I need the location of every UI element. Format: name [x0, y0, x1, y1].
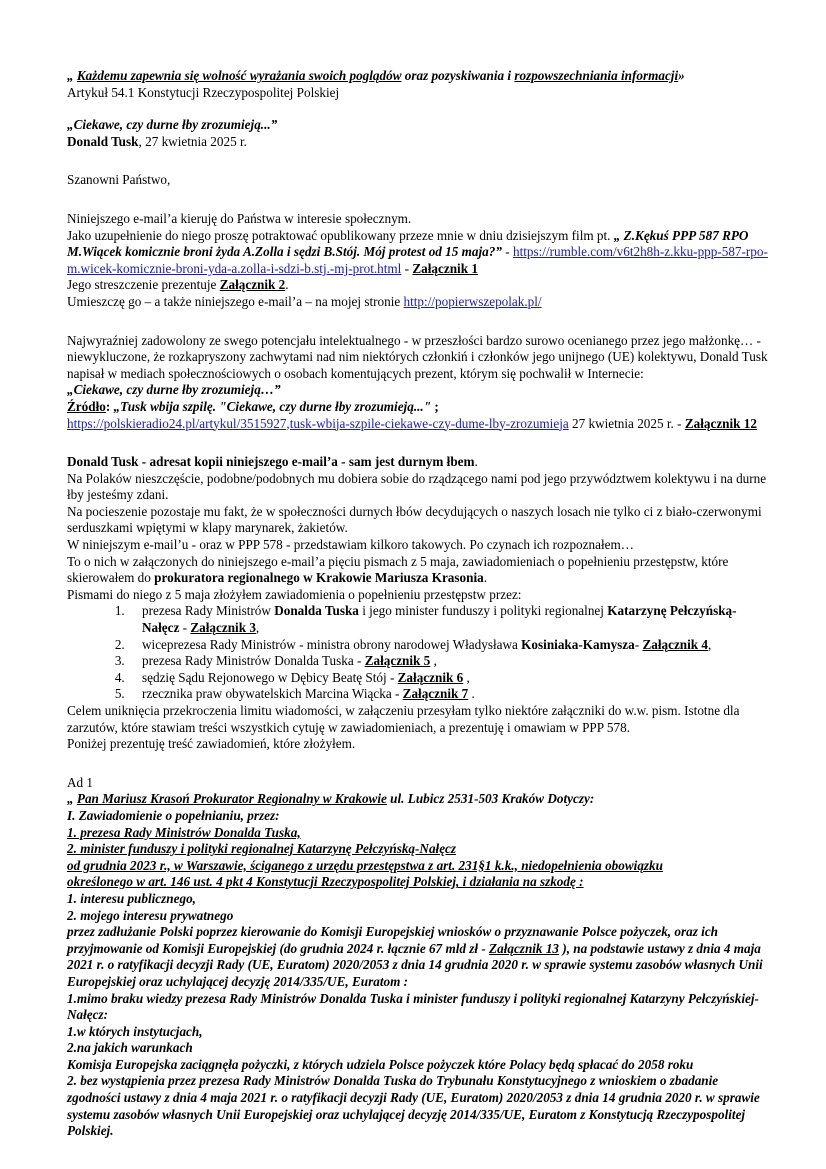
- source-date: 27 kwietnia 2025 r. -: [568, 415, 685, 431]
- ad1-quoted-notification: [67, 791, 768, 1139]
- epigraph-quote-text: „Ciekawe, czy durne łby zrozumieją...”: [67, 117, 278, 133]
- source-separator: :: [105, 398, 114, 414]
- polskieradio-article-link[interactable]: https://polskieradio24.pl/artykul/3515927,tusk-wbija-szpile-ciekawe-czy-dume-lby-zrozumieja: [67, 415, 569, 431]
- constitution-quote-line: [67, 68, 768, 85]
- ad1-line-5: [67, 874, 768, 891]
- item-dash: -: [634, 636, 643, 652]
- attachment-ref-3: Załącznik 3: [190, 620, 256, 636]
- list-item: [128, 653, 768, 670]
- attachment-ref-5: Załącznik 5: [364, 653, 431, 669]
- ad1-line-6: 1. interesu publicznego,: [67, 890, 196, 906]
- quote-emphasis-2: rozpowszechniania informacji: [514, 68, 679, 83]
- list-item: [128, 670, 768, 687]
- ad1-line-5-text: określonego w art. 146 ust. 4 pkt 4 Konstytucji Rzeczypospolitej Polskiej, i działania na szkodę :: [67, 874, 584, 890]
- list-item: [128, 603, 768, 636]
- ad1-line-3-text: 2. minister funduszy i polityki regionalnej Katarzynę Pełczyńską-Nałęcz: [67, 841, 457, 857]
- spacer: [67, 189, 768, 211]
- quote-close-mark: »: [678, 68, 685, 83]
- ad1-l8-post: ), na podstawie ustawy z dnia 4 maja 2021 r. o ratyfikacji decyzji Rady (UE, Euratom) 2020/2053 z dnia 14 grudnia 2020 r. w sprawie systemu zasobów własnych Unii Europejskiej oraz uchylającej decyzję 2014/335/UE, Euratom :: [67, 940, 763, 989]
- epigraph-author: Donald Tusk: [67, 133, 139, 149]
- document-body: [67, 68, 768, 1140]
- body2-paragraph-4: [67, 554, 768, 587]
- body2-heading-dot: .: [474, 454, 478, 470]
- body2-paragraph-2: Na pocieszenie pozostaje mu fakt, że w społeczności durnych łbów decydujących o naszych losach nie tylko ci z biało-czerwonymi serduszkami wpiętymi w klapy marynarek, żakietów.: [67, 503, 762, 536]
- spacer: [67, 432, 768, 454]
- item-dash: -: [179, 620, 191, 636]
- ad1-line-1: I. Zawiadomienie o popełnianiu, przez:: [67, 807, 280, 823]
- body2-p4-post: .: [483, 570, 488, 586]
- ad1-line-4-text: od grudnia 2023 r., w Warszawie, ściganego z urzędu przestępstwa z art. 231§1 k.k., niedopełnienia obowiązku: [67, 857, 663, 873]
- source-label: Źródło: [67, 398, 106, 414]
- list-item: [128, 637, 768, 654]
- item-post: ,: [708, 636, 712, 652]
- item-pre: wiceprezesa Rady Ministrów - ministra obrony narodowej Władysława: [142, 636, 522, 652]
- body1-quote-text: „Ciekawe, czy durne łby zrozumieją…”: [67, 382, 281, 398]
- ad1-label: Ad 1: [67, 774, 94, 790]
- ad1-line-11: 2.na jakich warunkach: [67, 1040, 193, 1056]
- epigraph-author-date: , 27 kwietnia 2025 r.: [138, 133, 247, 149]
- attachment-ref-6: Załącznik 6: [397, 669, 464, 685]
- item-pre: prezesa Rady Ministrów: [142, 603, 275, 619]
- ad1-line-3: [67, 841, 768, 858]
- body2-p4-pre: To o nich w załączonych do niniejszego e-mail’a pięciu pismach z 5 maja, zawiadomieniach o popełnieniu przestępstw, które skierowałem do: [67, 553, 729, 586]
- source-semicolon: ;: [431, 398, 439, 414]
- ad1-line-4: [67, 858, 768, 875]
- intro-line4-pre: Umieszczę go – a także niniejszego e-mail’a – na mojej stronie: [67, 293, 404, 309]
- item-post: ,: [255, 620, 260, 636]
- item-pre: prezesa Rady Ministrów Donalda Tuska -: [142, 653, 365, 669]
- film-title: „ Z.Kękuś PPP 587 RPO M.Wiącek komicznie broni żyda A.Zolla i sędzi B.Stój. Mój protest od 15 maja?”: [67, 227, 749, 260]
- offences-list: [67, 603, 768, 703]
- attachment-ref-1: Załącznik 1: [412, 260, 478, 276]
- list-item: [128, 686, 768, 703]
- item-post: ,: [463, 669, 470, 685]
- ad1-line-13: 2. bez wystąpienia przez prezesa Rady Ministrów Donalda Tuska do Trybunału Konstytucyjnego z wnioskiem o zbadanie zgodności ustawy z dnia 4 maja 2021 r. o ratyfikacji decyzji Rady (UE, Euratom) 2020/2053 z dnia 14 grudnia 2020 r. w sprawie systemu zasobów własnych Unii Europejskiej oraz uchylającej decyzję 2014/335/UE, Euratom z Konstytucją Rzeczypospolitej Polskiej.: [67, 1073, 760, 1139]
- ad1-line-10: 1.w których instytucjach,: [67, 1023, 203, 1039]
- personal-website-link[interactable]: http://popierwszepolak.pl/: [403, 293, 542, 309]
- quote-emphasis-1: Każdemu zapewnia się wolność wyrażania swoich poglądów: [76, 68, 402, 83]
- intro-line3-pre: Jego streszczenie prezentuje: [67, 277, 220, 293]
- item-bold-1: Kosiniaka-Kamysza: [521, 636, 635, 652]
- ad1-line-2: [67, 825, 768, 842]
- ad1-line-9: 1.mimo braku wiedzy prezesa Rady Ministrów Donalda Tuska i minister funduszy i polityki regionalnej Katarzyny Pełczyńskiej-Nałęcz:: [67, 990, 759, 1023]
- attachment-ref-2: Załącznik 2: [219, 277, 286, 293]
- epigraph-author-line: [67, 134, 768, 151]
- salutation: Szanowni Państwo,: [67, 172, 171, 188]
- ad1-addressee-line: [67, 791, 768, 808]
- item-post: ,: [430, 653, 437, 669]
- quote-open-mark: „: [67, 68, 77, 83]
- list-intro: Pismami do niego z 5 maja złożyłem zawiadomienia o popełnieniu przestępstw przez:: [67, 586, 522, 602]
- rumble-video-link[interactable]: https://rumble.com/v6t2h8h-z.kku-ppp-587-rpo-m.wicek-komicznie-broni-yda-a.zolla-i-sdzi-b.stj.-mj-prot.html: [67, 244, 768, 276]
- body2-paragraph-1: Na Polaków nieszczęście, podobne/podobnych mu dobiera sobie do rządzącego nami pod jego przywództwem kolektywu i na durne łby jesteśmy zdani.: [67, 470, 767, 503]
- item-pre: sędzię Sądu Rejonowego w Dębicy Beatę Stój -: [142, 669, 398, 685]
- body1-source-url-line: [67, 416, 768, 433]
- item-bold-2: Katarzynę Pełczyńską-Nałęcz: [142, 603, 737, 636]
- intro-line3-post: .: [285, 277, 289, 293]
- ad1-line-7: 2. mojego interesu prywatnego: [67, 907, 234, 923]
- intro-line2-dash: -: [501, 244, 513, 260]
- body2-paragraph-3: W niniejszym e-mail’u - oraz w PPP 578 - przedstawiam kilkoro takowych. Po czynach ich rozpoznałem…: [67, 537, 634, 553]
- spacer: [67, 311, 768, 333]
- item-bold-1: Donalda Tuska: [274, 603, 359, 619]
- source-quote: „Tusk wbija szpilę. "Ciekawe, czy durne łby zrozumieją...": [113, 398, 432, 414]
- body3-paragraph-2: Poniżej prezentuję treść zawiadomień, które złożyłem.: [67, 736, 356, 752]
- intro-line-4: [67, 294, 768, 311]
- intro-line2-pre: Jako uzupełnienie do niego proszę potraktować opublikowany przeze mnie w dniu dzisiejszym film pt.: [67, 227, 614, 243]
- intro-line2-dash2: -: [401, 260, 413, 276]
- quote-middle: oraz pozyskiwania i: [401, 68, 515, 83]
- attachment-ref-12: Załącznik 12: [684, 415, 757, 431]
- item-pre: rzecznika praw obywatelskich Marcina Wiącka -: [142, 686, 403, 702]
- ad1-l8-pre: przez zadłużanie Polski poprzez kierowanie do Komisji Europejskiej wniosków o przyznawanie Polsce pożyczek, oraz ich przyjmowanie od Komisji Europejskiej (do grudnia 2024 r. łącznie 67 mld zł -: [67, 924, 719, 956]
- ad1-addressee-name: Pan Mariusz Krasoń Prokurator Regionalny w Krakowie: [76, 791, 387, 807]
- ad1-line-2-text: 1. prezesa Rady Ministrów Donalda Tuska,: [67, 824, 301, 840]
- ad1-line-12: Komisja Europejska zaciągnęła pożyczki, z których udziela Polsce pożyczek które Polacy będą spłacać do 2058 roku: [67, 1056, 694, 1072]
- item-post: .: [468, 686, 475, 702]
- intro-line-3: [67, 277, 768, 294]
- intro-line-2: [67, 228, 768, 278]
- body3-paragraph-1: Celem uniknięcia przekroczenia limitu wiadomości, w załączeniu przesyłam tylko niektóre załączniki do w.w. pism. Istotne dla zarzutów, które stawiam treści wszystkich cytuję w zawiadomieniach, a prezentuję i omawiam w PPP 578.: [67, 703, 740, 735]
- body2-heading-text: Donald Tusk - adresat kopii niniejszego e-mail’a - sam jest durnym łbem: [67, 454, 475, 470]
- attachment-ref-4: Załącznik 4: [642, 636, 709, 652]
- body2-heading: [67, 454, 768, 471]
- item-mid: i jego minister funduszy i polityki regionalnej: [358, 603, 608, 619]
- intro-line-1: Niniejszego e-mail’a kieruję do Państwa w interesie społecznym.: [67, 210, 412, 226]
- spacer: [67, 150, 768, 172]
- attachment-ref-13: Załącznik 13: [489, 940, 560, 956]
- epigraph-quote: [67, 117, 768, 134]
- ad1-open-mark: „: [67, 791, 77, 807]
- spacer: [67, 101, 768, 117]
- body1-source-line: [67, 399, 768, 416]
- constitution-attribution: Artykuł 54.1 Konstytucji Rzeczypospolitej Polskiej: [67, 84, 340, 100]
- ad1-addressee-address: ul. Lubicz 2531-503 Kraków Dotyczy:: [386, 791, 595, 807]
- ad1-line-8: [67, 924, 768, 990]
- attachment-ref-7: Załącznik 7: [402, 686, 469, 702]
- body1-quote: [67, 382, 768, 399]
- body1-paragraph: Najwyraźniej zadowolony ze swego potencjału intelektualnego - w przeszłości bardzo surowo ocenianego przez jego małżonkę… - niewykluczone, że rozkapryszony zachwytami nad nim niektórych członkiń i członków jego unijnego (UE) kolektywu, Donald Tusk napisał w mediach społecznościowych o osobach komentujących prezent, którym się pochwalił w Internecie:: [67, 332, 768, 381]
- prosecutor-name: prokuratora regionalnego w Krakowie Mariusza Krasonia: [154, 570, 484, 586]
- spacer: [67, 753, 768, 775]
